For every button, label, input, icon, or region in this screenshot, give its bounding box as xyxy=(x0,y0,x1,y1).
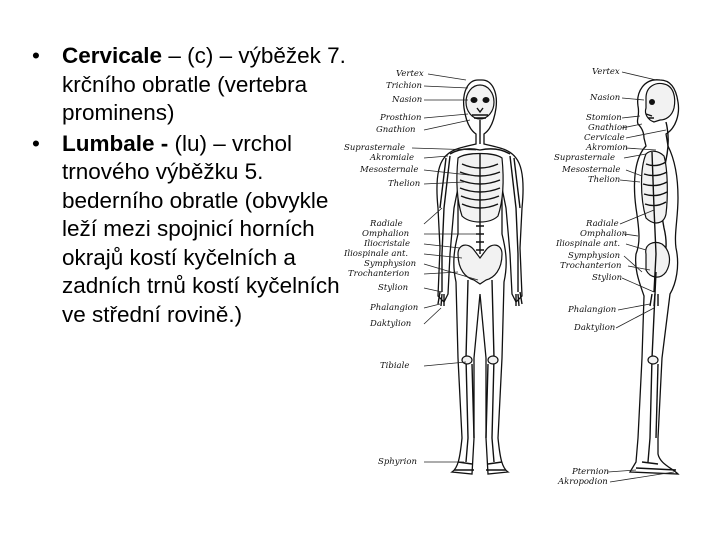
label-symphysion: Symphysion xyxy=(364,259,417,269)
label-daktylion: Daktylion xyxy=(370,319,412,329)
label-radiale: Radiale xyxy=(370,219,403,229)
label-sphyrion: Sphyrion xyxy=(378,457,417,467)
side-label-trochanterion: Trochanterion xyxy=(560,261,622,271)
side-label-mesosternale: Mesosternale xyxy=(562,165,621,175)
side-label-thelion: Thelion xyxy=(588,175,621,185)
side-label-iliospinale: Iliospinale ant. xyxy=(556,239,621,249)
bullet-item-lumbale xyxy=(30,130,360,330)
side-label-vertex: Vertex xyxy=(592,67,620,77)
label-trochanterion: Trochanterion xyxy=(348,269,410,279)
label-phalangion: Phalangion xyxy=(370,303,419,313)
bullet-list xyxy=(30,42,360,331)
side-skeleton-drawing xyxy=(630,80,679,474)
label-thelion: Thelion xyxy=(388,179,421,189)
bullet-term: Lumbale - xyxy=(62,130,169,156)
side-label-symphysion: Symphysion xyxy=(568,251,621,261)
front-labels xyxy=(343,69,478,467)
bullet-text: (lu) – vrchol trnového výběžku 5. bederního obratle (obvykle leží mezi spojnicí horních okrajů kostí kyčelních a zadních trnů kostí kyčelních ve střední rovině.) xyxy=(62,130,340,327)
bullet-item-cervicale xyxy=(30,42,360,128)
label-prosthion: Prosthion xyxy=(380,113,422,123)
side-label-stomion: Stomion xyxy=(586,113,622,123)
label-iliospinale: Iliospinale ant. xyxy=(344,249,409,259)
bullet-marker: • xyxy=(32,43,40,68)
label-mesosternale: Mesosternale xyxy=(360,165,419,175)
side-label-daktylion: Daktylion xyxy=(574,323,616,333)
side-label-phalangion: Phalangion xyxy=(568,305,617,315)
side-label-radiale: Radiale xyxy=(586,219,619,229)
label-iliocristale: Iliocristale xyxy=(364,239,411,249)
label-omphalion: Omphalion xyxy=(362,229,410,239)
label-vertex: Vertex xyxy=(396,69,424,79)
side-label-nasion: Nasion xyxy=(590,93,621,103)
anthropometric-points-figure xyxy=(340,58,715,498)
label-nasion: Nasion xyxy=(392,95,423,105)
side-label-pternion: Pternion xyxy=(572,467,610,477)
label-akromiale: Akromiale xyxy=(370,153,415,163)
side-label-omphalion: Omphalion xyxy=(580,229,628,239)
side-label-akromion: Akromion xyxy=(586,143,628,153)
label-tibiale: Tibiale xyxy=(380,361,410,371)
side-label-suprasternale: Suprasternale xyxy=(554,153,616,163)
bullet-term: Cervicale xyxy=(62,43,163,68)
bullet-text: – (c) – výběžek 7. krčního obratle (vertebra prominens) xyxy=(62,43,346,125)
side-label-gnathion: Gnathion xyxy=(588,123,628,133)
label-trichion: Trichion xyxy=(386,81,422,91)
side-label-akropodion: Akropodion xyxy=(558,477,608,487)
side-label-cervicale: Cervicale xyxy=(584,133,625,143)
label-stylion: Stylion xyxy=(378,283,409,293)
side-label-stylion: Stylion xyxy=(592,273,623,283)
front-skeleton-drawing xyxy=(437,80,523,474)
label-gnathion: Gnathion xyxy=(376,125,416,135)
label-suprasternale: Suprasternale xyxy=(344,143,406,153)
bullet-marker: • xyxy=(32,130,40,156)
